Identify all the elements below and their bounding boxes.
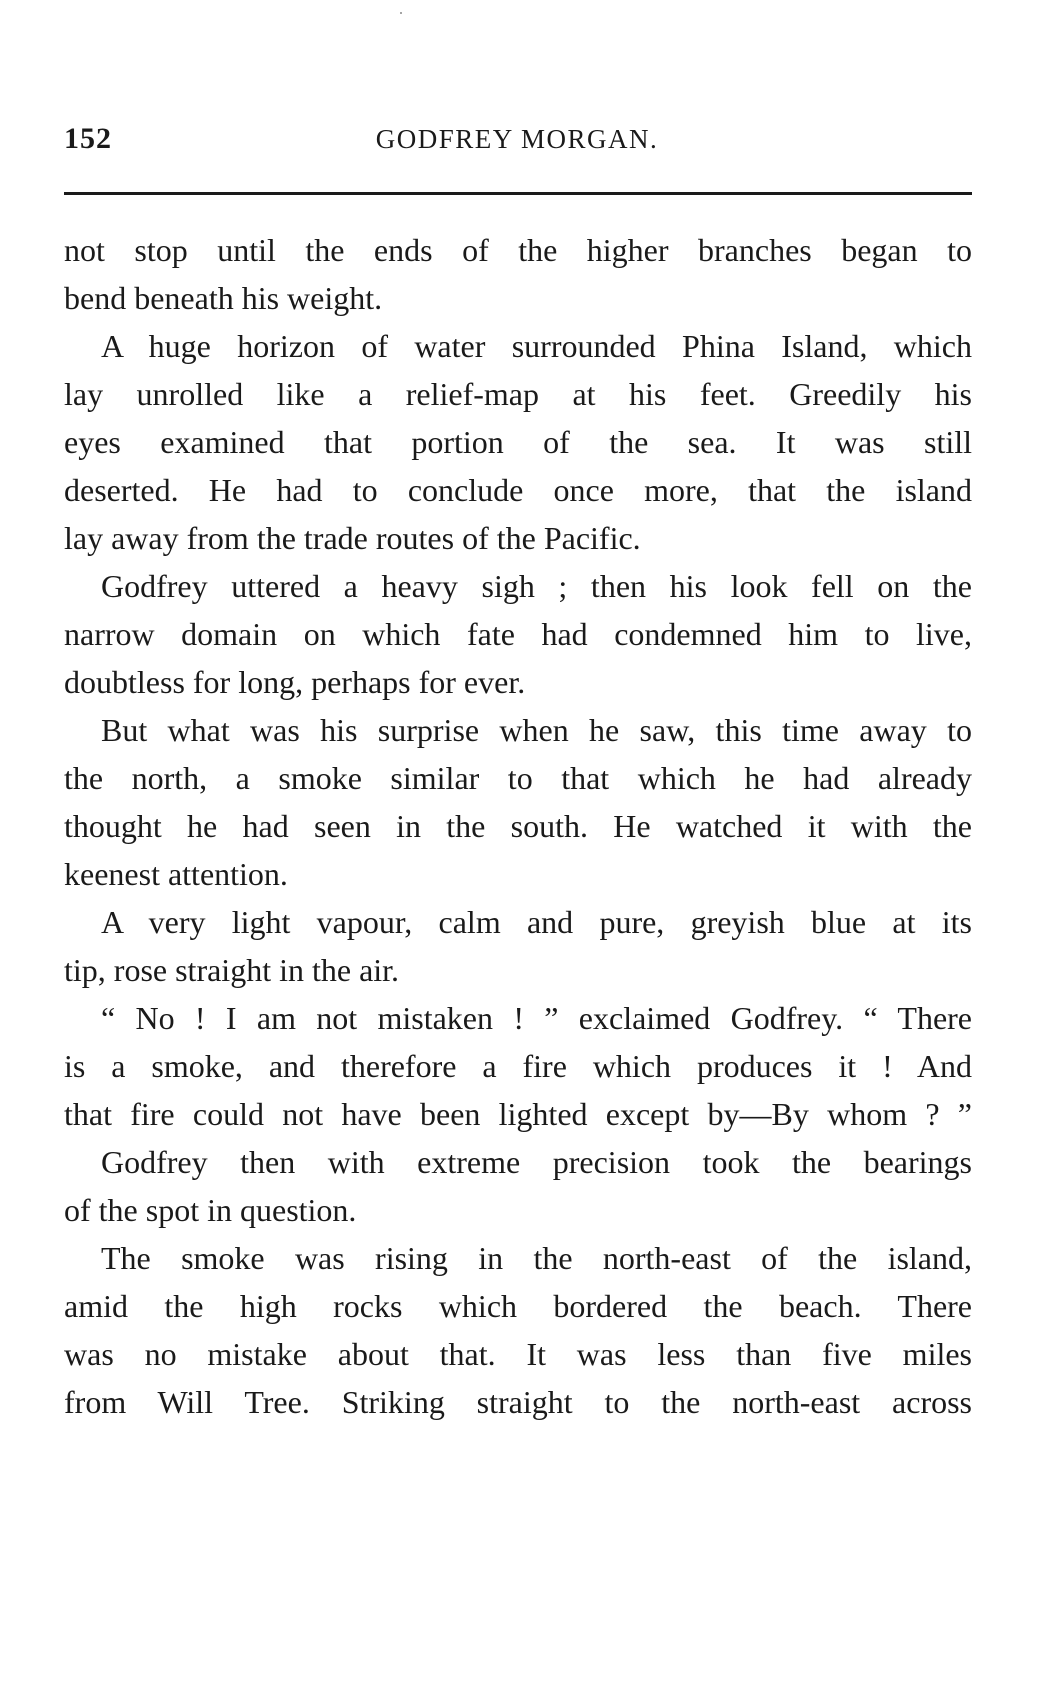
text-line: lay unrolled like a relief-map at his feet. Greedily his bbox=[64, 376, 972, 412]
text-line: Godfrey then with extreme precision took the bearings bbox=[101, 1144, 972, 1180]
text-line: lay away from the trade routes of the Pacific. bbox=[64, 520, 641, 556]
text-line: amid the high rocks which bordered the beach. There bbox=[64, 1288, 972, 1324]
text-line: “ No ! I am not mistaken ! ” exclaimed Godfrey. “ There bbox=[101, 1000, 972, 1036]
text-line: was no mistake about that. It was less than five miles bbox=[64, 1336, 972, 1372]
text-line: keenest attention. bbox=[64, 856, 288, 892]
header-rule bbox=[64, 192, 972, 195]
scan-speck bbox=[400, 12, 402, 14]
text-line: that fire could not have been lighted except by—By whom ? ” bbox=[64, 1096, 972, 1132]
text-line: Godfrey uttered a heavy sigh ; then his look fell on the bbox=[101, 568, 972, 604]
text-line: thought he had seen in the south. He watched it with the bbox=[64, 808, 972, 844]
text-line: A very light vapour, calm and pure, greyish blue at its bbox=[101, 904, 972, 940]
text-line: is a smoke, and therefore a fire which produces it ! And bbox=[64, 1048, 972, 1084]
text-line: of the spot in question. bbox=[64, 1192, 357, 1228]
text-line: bend beneath his weight. bbox=[64, 280, 383, 316]
text-line: narrow domain on which fate had condemned him to live, bbox=[64, 616, 972, 652]
running-title: GODFREY MORGAN. bbox=[375, 124, 659, 154]
text-line: eyes examined that portion of the sea. It was still bbox=[64, 424, 972, 460]
text-line: from Will Tree. Striking straight to the north-east across bbox=[64, 1384, 972, 1420]
page-number: 152 bbox=[64, 122, 112, 155]
text-line: The smoke was rising in the north-east of the island, bbox=[101, 1240, 972, 1276]
text-line: But what was his surprise when he saw, this time away to bbox=[101, 712, 972, 748]
text-line: the north, a smoke similar to that which he had already bbox=[64, 760, 972, 796]
body-text bbox=[64, 226, 972, 1426]
text-line: not stop until the ends of the higher branches began to bbox=[64, 232, 972, 268]
text-line: deserted. He had to conclude once more, that the island bbox=[64, 472, 972, 508]
text-line: doubtless for long, perhaps for ever. bbox=[64, 664, 526, 700]
text-line: A huge horizon of water surrounded Phina Island, which bbox=[101, 328, 972, 364]
page-header bbox=[64, 122, 970, 162]
text-line: tip, rose straight in the air. bbox=[64, 952, 400, 988]
